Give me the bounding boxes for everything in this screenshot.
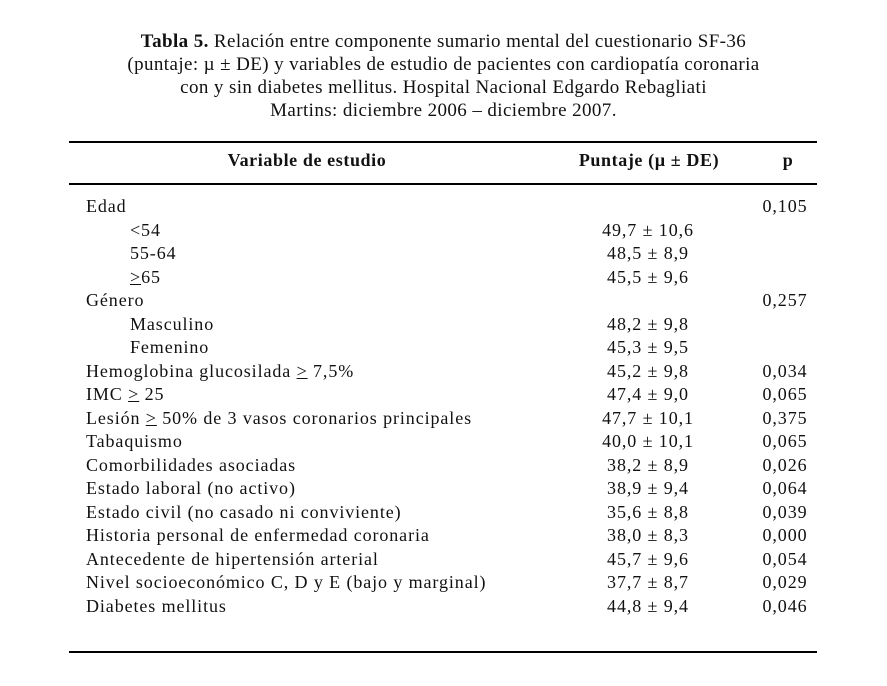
cell-score: 45,3 ± 9,5 — [607, 337, 689, 357]
table-row — [0, 267, 887, 291]
cell-variable: Femenino — [130, 337, 210, 357]
caption-text-1: Relación entre componente sumario mental del cuestionario SF-36 — [208, 31, 747, 52]
cell-variable — [130, 267, 161, 288]
cell-p-value: 0,065 — [762, 384, 808, 404]
cell-p-value: 0,064 — [762, 478, 808, 498]
cell-score: 47,7 ± 10,1 — [602, 407, 694, 428]
table-row — [0, 243, 887, 267]
table-row — [0, 596, 887, 620]
cell-variable: Comorbilidades asociadas — [86, 454, 297, 475]
cell-score: 40,0 ± 10,1 — [602, 431, 694, 451]
cell-score: 44,8 ± 9,4 — [607, 595, 689, 616]
cell-variable: <54 — [130, 219, 161, 240]
table-body — [0, 196, 887, 619]
cell-variable-text: Lesión — [86, 407, 146, 428]
cell-variable-text: 7,5% — [307, 360, 355, 381]
table-row — [0, 361, 887, 385]
table-row — [0, 196, 887, 220]
table-top-rule — [69, 141, 817, 143]
cell-score: 37,7 ± 8,7 — [607, 572, 689, 592]
cell-variable-text: IMC — [86, 384, 129, 404]
cell-p-value: 0,034 — [762, 360, 808, 381]
table-row — [0, 549, 887, 573]
cell-score: 45,5 ± 9,6 — [607, 266, 689, 287]
cell-variable: Masculino — [130, 313, 215, 334]
cell-variable: Tabaquismo — [86, 431, 183, 451]
cell-score: 38,0 ± 8,3 — [607, 525, 689, 545]
table-row — [0, 431, 887, 455]
cell-p-value: 0,065 — [762, 431, 808, 451]
cell-variable: Diabetes mellitus — [86, 595, 227, 616]
header-p: p — [782, 150, 794, 170]
cell-variable: Historia personal de enfermedad coronaria — [86, 525, 430, 545]
table-bottom-rule — [69, 651, 817, 653]
table-row — [0, 290, 887, 314]
cell-p-value: 0,375 — [762, 407, 808, 428]
table-header-rule — [69, 183, 817, 185]
table-row — [0, 384, 887, 408]
cell-variable: 55-64 — [130, 243, 177, 263]
table-row — [0, 572, 887, 596]
cell-variable: Estado laboral (no activo) — [86, 478, 296, 498]
cell-variable — [86, 384, 164, 405]
cell-variable: Género — [86, 290, 145, 310]
cell-variable — [86, 408, 472, 429]
greater-equal-symbol: > — [296, 360, 308, 381]
caption-line-2: (puntaje: µ ± DE) y variables de estudio de pacientes con cardiopatía coronaria — [127, 54, 760, 75]
cell-score: 48,2 ± 9,8 — [607, 313, 689, 334]
cell-p-value: 0,105 — [762, 196, 808, 216]
cell-p-value: 0,029 — [762, 572, 808, 592]
table-caption — [0, 30, 887, 122]
cell-variable-text: 25 — [139, 384, 165, 404]
table-row — [0, 408, 887, 432]
cell-variable — [86, 361, 354, 382]
caption-line-1 — [0, 30, 887, 53]
cell-variable: Edad — [86, 196, 127, 216]
cell-variable: Antecedente de hipertensión arterial — [86, 548, 379, 569]
cell-score: 38,9 ± 9,4 — [607, 478, 689, 498]
cell-score: 38,2 ± 8,9 — [607, 454, 689, 475]
table-row — [0, 502, 887, 526]
cell-score: 35,6 ± 8,8 — [607, 501, 689, 522]
cell-score: 48,5 ± 8,9 — [607, 243, 689, 263]
cell-variable: Nivel socioeconómico C, D y E (bajo y marginal) — [86, 572, 487, 592]
cell-variable-text: Hemoglobina glucosilada — [86, 360, 297, 381]
greater-equal-symbol: > — [130, 266, 142, 287]
table-row — [0, 525, 887, 549]
cell-p-value: 0,257 — [762, 290, 808, 310]
header-score: Puntaje (µ ± DE) — [578, 150, 720, 170]
cell-p-value: 0,039 — [762, 501, 808, 522]
table-row — [0, 337, 887, 361]
caption-line-4: Martins: diciembre 2006 – diciembre 2007. — [270, 100, 617, 121]
cell-p-value: 0,026 — [762, 454, 808, 475]
greater-equal-symbol: > — [145, 407, 157, 428]
cell-score: 45,7 ± 9,6 — [607, 548, 689, 569]
cell-variable-text: 65 — [141, 266, 161, 287]
greater-equal-symbol: > — [128, 384, 140, 404]
cell-p-value: 0,046 — [762, 595, 808, 616]
cell-score: 45,2 ± 9,8 — [607, 360, 689, 381]
header-variable: Variable de estudio — [227, 150, 387, 170]
cell-p-value: 0,054 — [762, 548, 808, 569]
caption-line-3: con y sin diabetes mellitus. Hospital Nacional Edgardo Rebagliati — [180, 77, 707, 98]
cell-score: 47,4 ± 9,0 — [607, 384, 689, 404]
table-row — [0, 314, 887, 338]
table-row — [0, 455, 887, 479]
cell-variable-text: 50% de 3 vasos coronarios principales — [156, 407, 472, 428]
cell-score: 49,7 ± 10,6 — [602, 219, 694, 240]
caption-label: Tabla 5. — [140, 31, 209, 52]
table-row — [0, 220, 887, 244]
cell-variable: Estado civil (no casado ni conviviente) — [86, 501, 402, 522]
table-row — [0, 478, 887, 502]
cell-p-value: 0,000 — [762, 525, 808, 545]
